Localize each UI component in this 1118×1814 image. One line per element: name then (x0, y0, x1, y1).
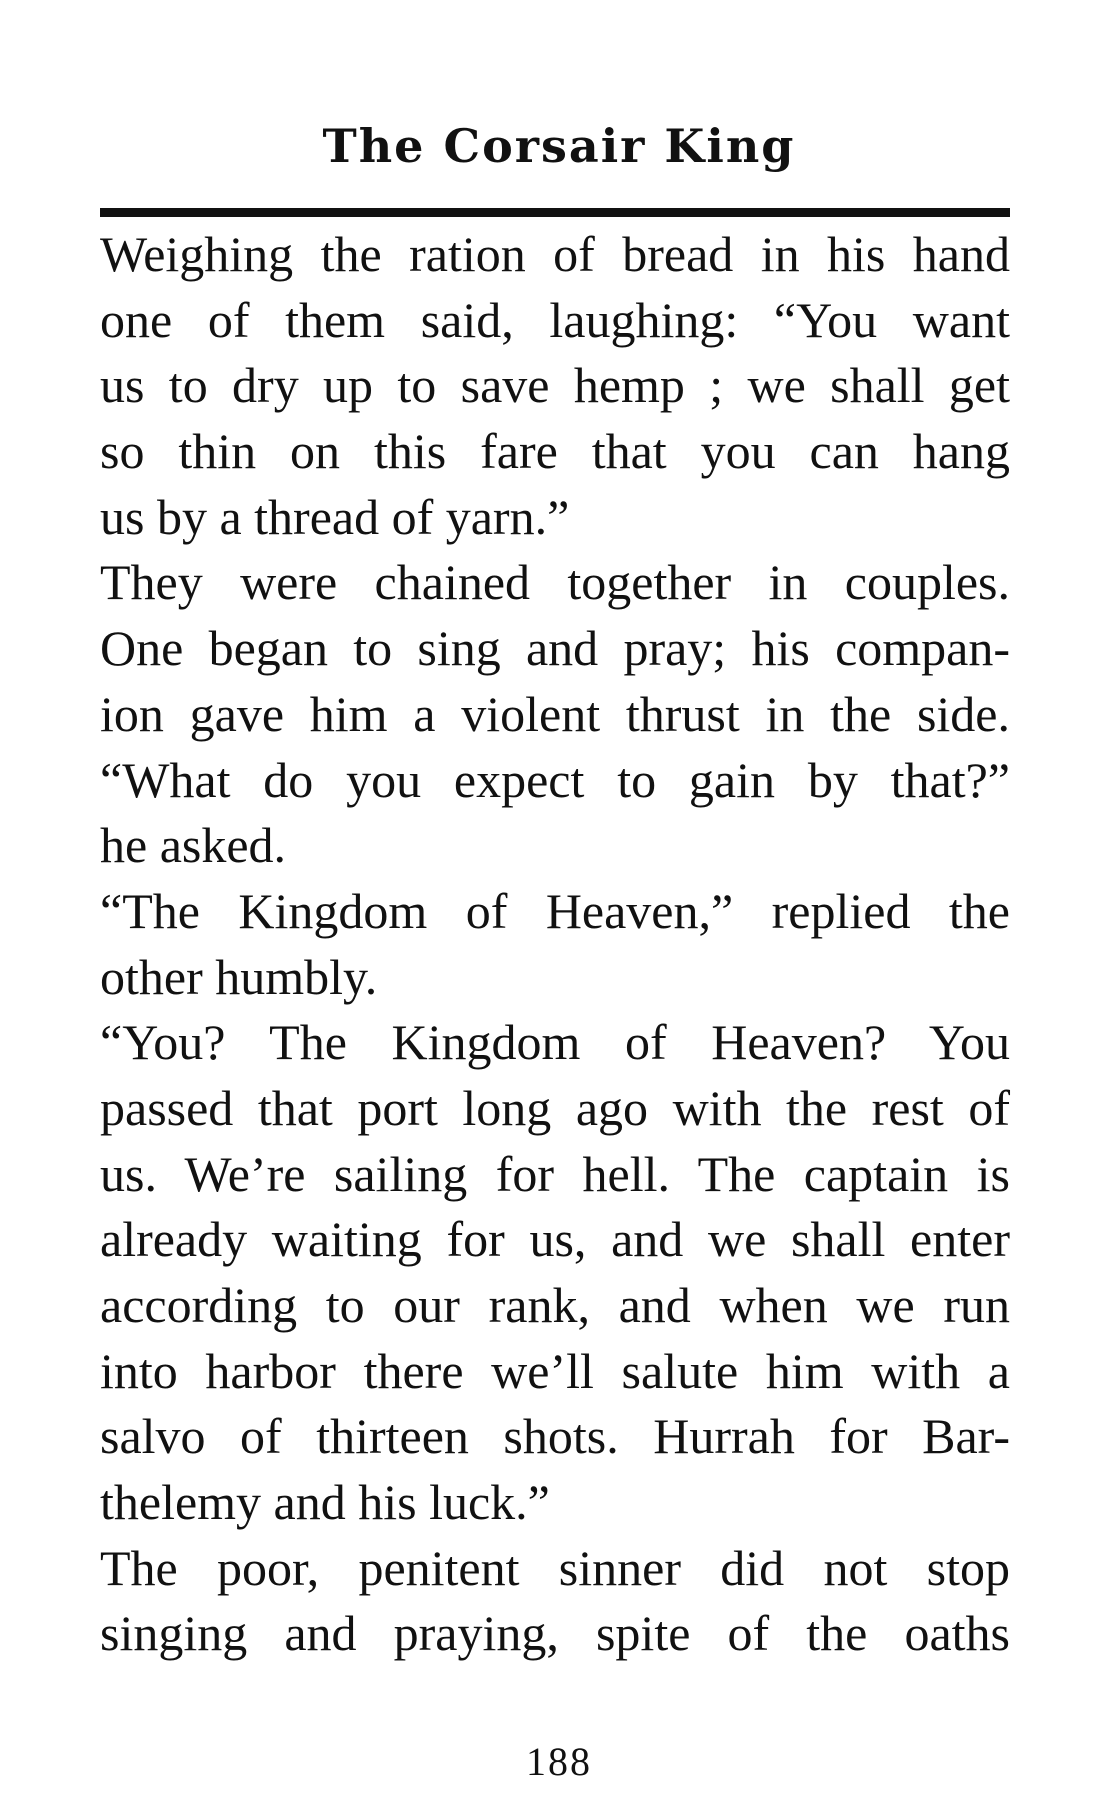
text-line: salvo of thirteen shots. Hurrah for Bar- (100, 1408, 1010, 1465)
text-line: They were chained together in couples. (100, 554, 1010, 611)
body-text (100, 222, 1010, 1667)
text-line: thelemy and his luck.” (100, 1474, 550, 1531)
text-line: “The Kingdom of Heaven,” replied the (100, 882, 1010, 939)
text-line: into harbor there we’ll salute him with a (100, 1342, 1010, 1399)
text-line: One began to sing and pray; his compan- (100, 620, 1010, 677)
header-rule (100, 208, 1010, 217)
text-line: one of them said, laughing: “You want (100, 291, 1010, 348)
text-line: The poor, penitent sinner did not stop (100, 1539, 1010, 1596)
text-line: he asked. (100, 817, 287, 874)
text-line: Weighing the ration of bread in his hand (100, 226, 1010, 282)
text-line: “You? The Kingdom of Heaven? You (100, 1014, 1010, 1071)
text-line: so thin on this fare that you can hang (100, 423, 1010, 480)
text-line: according to our rank, and when we run (100, 1277, 1010, 1333)
text-line: us. We’re sailing for hell. The captain is (100, 1145, 1010, 1202)
text-line: ion gave him a violent thrust in the side. (100, 685, 1010, 742)
text-line: “What do you expect to gain by that?” (100, 751, 1010, 808)
text-line: other humbly. (100, 948, 378, 1005)
text-line: us by a thread of yarn.” (100, 488, 570, 545)
running-head: The Corsair King (322, 119, 796, 173)
text-line: passed that port long ago with the rest of (100, 1079, 1010, 1136)
text-line: us to dry up to save hemp ; we shall get (100, 357, 1010, 414)
text-line: already waiting for us, and we shall enter (100, 1211, 1010, 1268)
page-number: 188 (526, 1739, 592, 1784)
text-line: singing and praying, spite of the oaths (100, 1605, 1010, 1662)
